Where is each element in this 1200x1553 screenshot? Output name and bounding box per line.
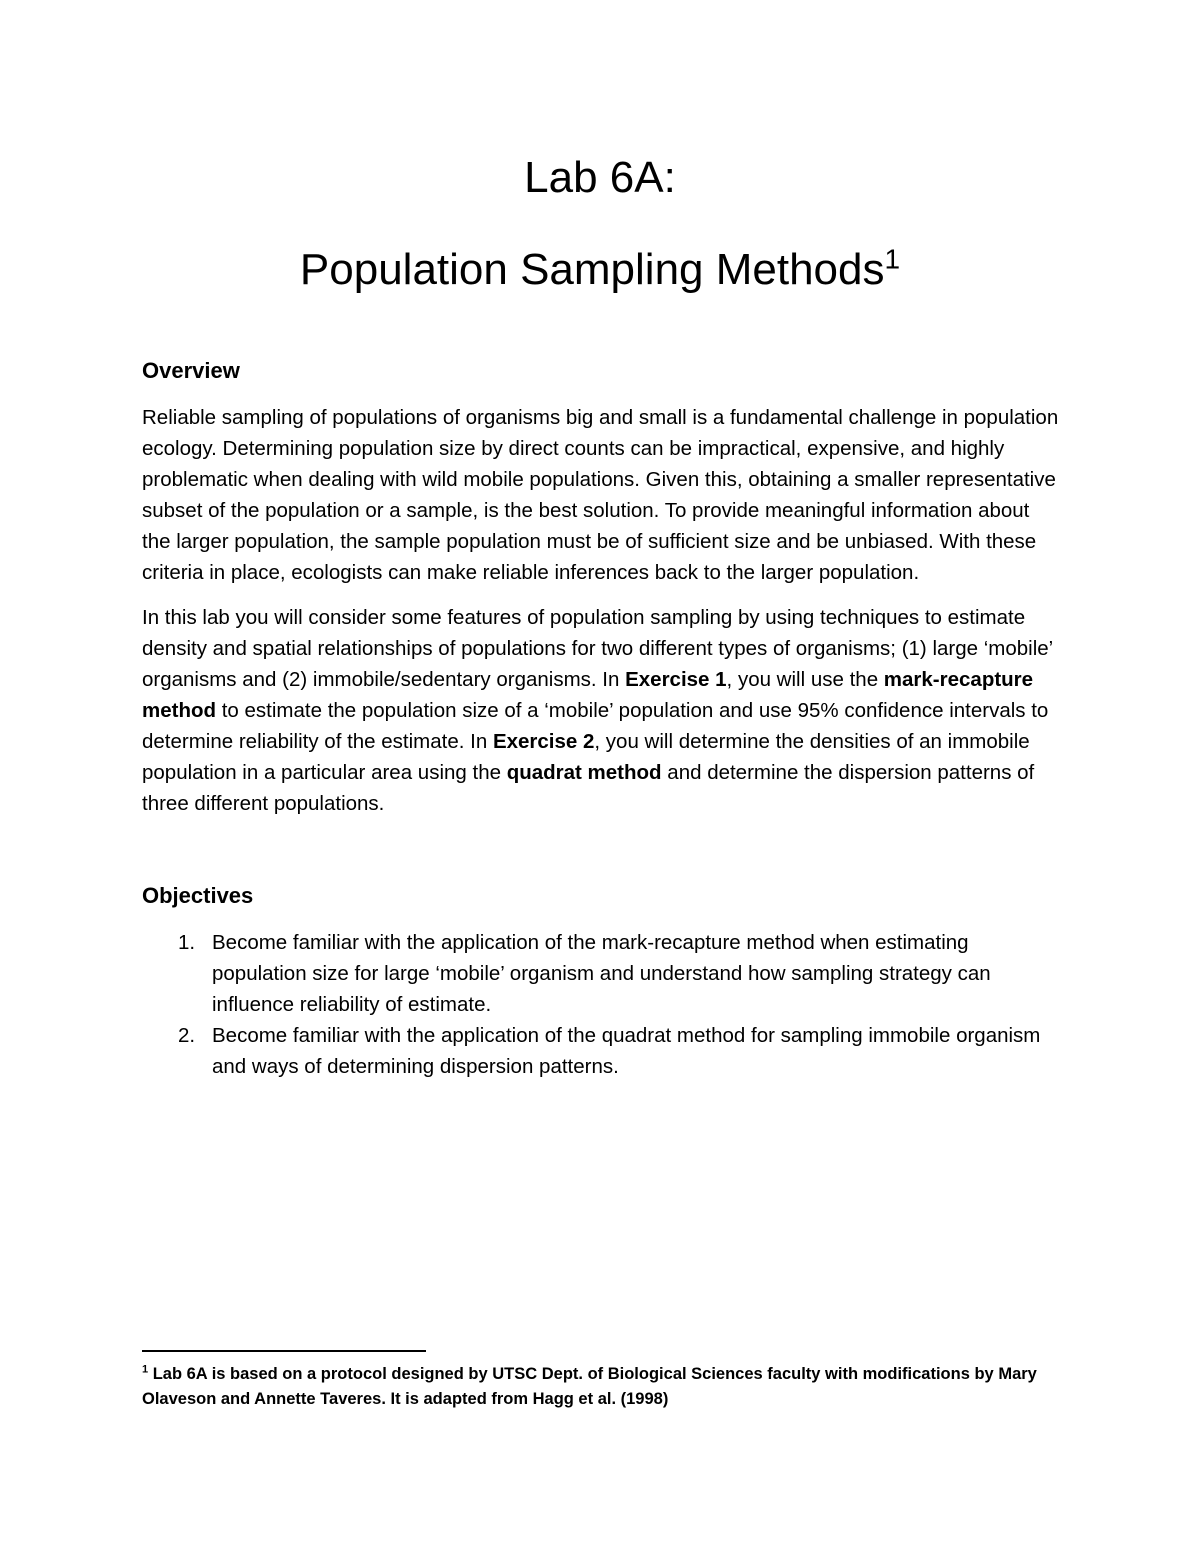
objective-number: 1.: [178, 931, 196, 954]
footnote-separator: [142, 1350, 426, 1352]
overview-paragraph-2: [142, 602, 1062, 819]
quadrat-method-emphasis: quadrat method: [506, 761, 662, 784]
objective-text: Become familiar with the application of the mark-recapture method when estimating population size for large ‘mobile’ organism and understand how sampling strategy can influence reliability of estimate.: [212, 931, 991, 1016]
p2-text-2: , you will use the: [726, 668, 884, 691]
lab-number-title: Lab 6A:: [524, 153, 676, 202]
title-block: [0, 150, 1200, 298]
p2-text-1: In this lab you will consider some features of population sampling by using techniques to estimate density and spatial relationships of populations for two different types of organisms; (1) large ‘mobile’ organisms and (2) immobile/sedentary organisms. In: [142, 606, 1053, 691]
objectives-list: [142, 927, 1062, 1082]
main-content: [142, 356, 1062, 1082]
p2-text-4: , you will determine the densities of an immobile population in a particular area using the: [142, 730, 1030, 784]
lab-title-text: Population Sampling Methods: [299, 245, 885, 294]
footnote-text: Lab 6A is based on a protocol designed by UTSC Dept. of Biological Sciences faculty with modifications by Mary Olaveson and Annette Taveres. It is adapted from Hagg et al. (1998): [142, 1365, 1037, 1408]
p2-text-3: to estimate the population size of a ‘mobile’ population and use 95% confidence intervals to determine reliability of the estimate. In: [142, 699, 1049, 753]
overview-heading: Overview: [142, 358, 240, 383]
footnote: [142, 1362, 1062, 1412]
objective-item: [142, 1020, 1062, 1082]
objective-number: 2.: [178, 1024, 196, 1047]
objective-item: [142, 927, 1062, 1020]
footnote-marker: 1: [142, 1363, 149, 1376]
exercise-2-emphasis: Exercise 2: [492, 730, 595, 753]
p2-text-5: and determine the dispersion patterns of three different populations.: [142, 761, 1035, 815]
title-footnote-marker: 1: [884, 243, 901, 275]
objective-text: Become familiar with the application of the quadrat method for sampling immobile organism and ways of determining dispersion patterns.: [212, 1024, 1041, 1078]
lab-main-title: [0, 242, 1200, 298]
exercise-1-emphasis: Exercise 1: [625, 668, 727, 691]
mark-recapture-emphasis: mark-recapture method: [142, 668, 1034, 722]
objectives-heading: Objectives: [142, 883, 254, 908]
overview-paragraph-1: Reliable sampling of populations of organisms big and small is a fundamental challenge in population ecology. Determining population size by direct counts can be impractical, expensive, and highly problematic when dealing with wild mobile populations. Given this, obtaining a smaller representative subset of the population or a sample, is the best solution. To provide meaningful information about the larger population, the sample population must be of sufficient size and be unbiased. With these criteria in place, ecologists can make reliable inferences back to the larger population.: [142, 406, 1059, 584]
